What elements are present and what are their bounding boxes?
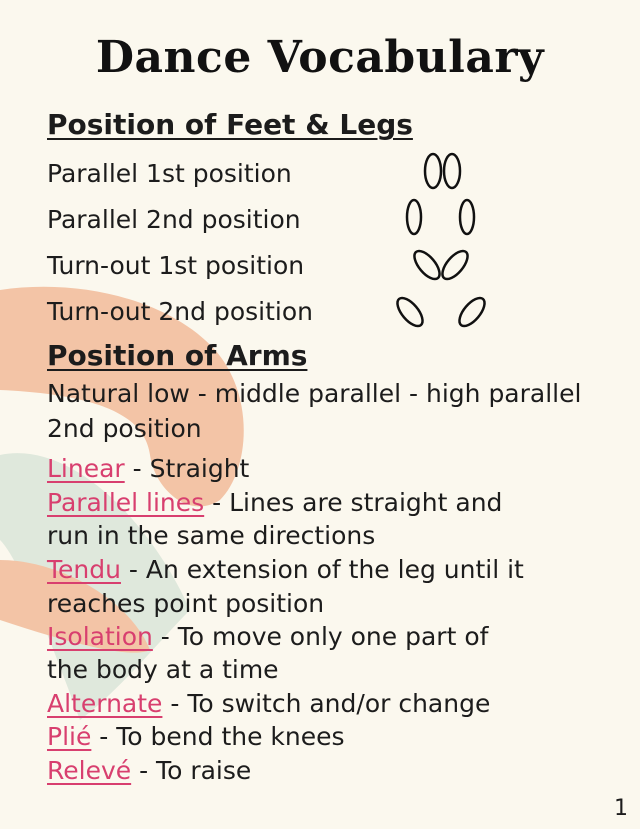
page-number: 1 — [614, 796, 628, 821]
term-link: Plié — [47, 722, 92, 751]
feet-section-heading: Position of Feet & Legs — [47, 108, 413, 141]
feet-turnout-1st-icon — [405, 244, 477, 286]
feet-item-label: Parallel 2nd position — [47, 205, 301, 234]
definition-text: - To bend the knees — [91, 722, 345, 751]
definition-item — [47, 687, 490, 721]
term-link: Relevé — [47, 756, 132, 785]
arms-line: Natural low - middle parallel - high parallel — [47, 379, 582, 408]
feet-item-label: Turn-out 1st position — [47, 251, 305, 280]
definition-item — [47, 620, 488, 654]
definition-item — [47, 720, 345, 754]
feet-parallel-1st-icon — [418, 150, 468, 192]
definition-text: - To move only one part of — [152, 622, 489, 651]
definition-text: - To switch and/or change — [162, 689, 491, 718]
feet-item-label: Parallel 1st position — [47, 159, 292, 188]
term-link: Linear — [47, 454, 125, 483]
definition-item — [47, 754, 251, 788]
definition-text: - To raise — [131, 756, 252, 785]
term-link: Parallel lines — [47, 488, 205, 517]
definition-continuation: run in the same directions — [47, 521, 376, 550]
definition-continuation: the body at a time — [47, 655, 279, 684]
definition-text: - Lines are straight and — [204, 488, 503, 517]
term-link: Tendu — [47, 555, 121, 584]
feet-item-label: Turn-out 2nd position — [47, 297, 313, 326]
definition-text: - An extension of the leg until it — [120, 555, 524, 584]
definition-continuation: reaches point position — [47, 589, 325, 618]
definition-text: - Straight — [124, 454, 250, 483]
feet-turnout-2nd-icon — [390, 290, 492, 334]
definition-item — [47, 553, 524, 587]
term-link: Alternate — [47, 689, 163, 718]
term-link: Isolation — [47, 622, 153, 651]
arms-line: 2nd position — [47, 414, 202, 443]
definition-item — [47, 452, 249, 486]
arms-section-heading: Position of Arms — [47, 339, 308, 372]
page-title: Dance Vocabulary — [95, 32, 545, 83]
feet-parallel-2nd-icon — [400, 196, 480, 238]
definition-item — [47, 486, 502, 520]
